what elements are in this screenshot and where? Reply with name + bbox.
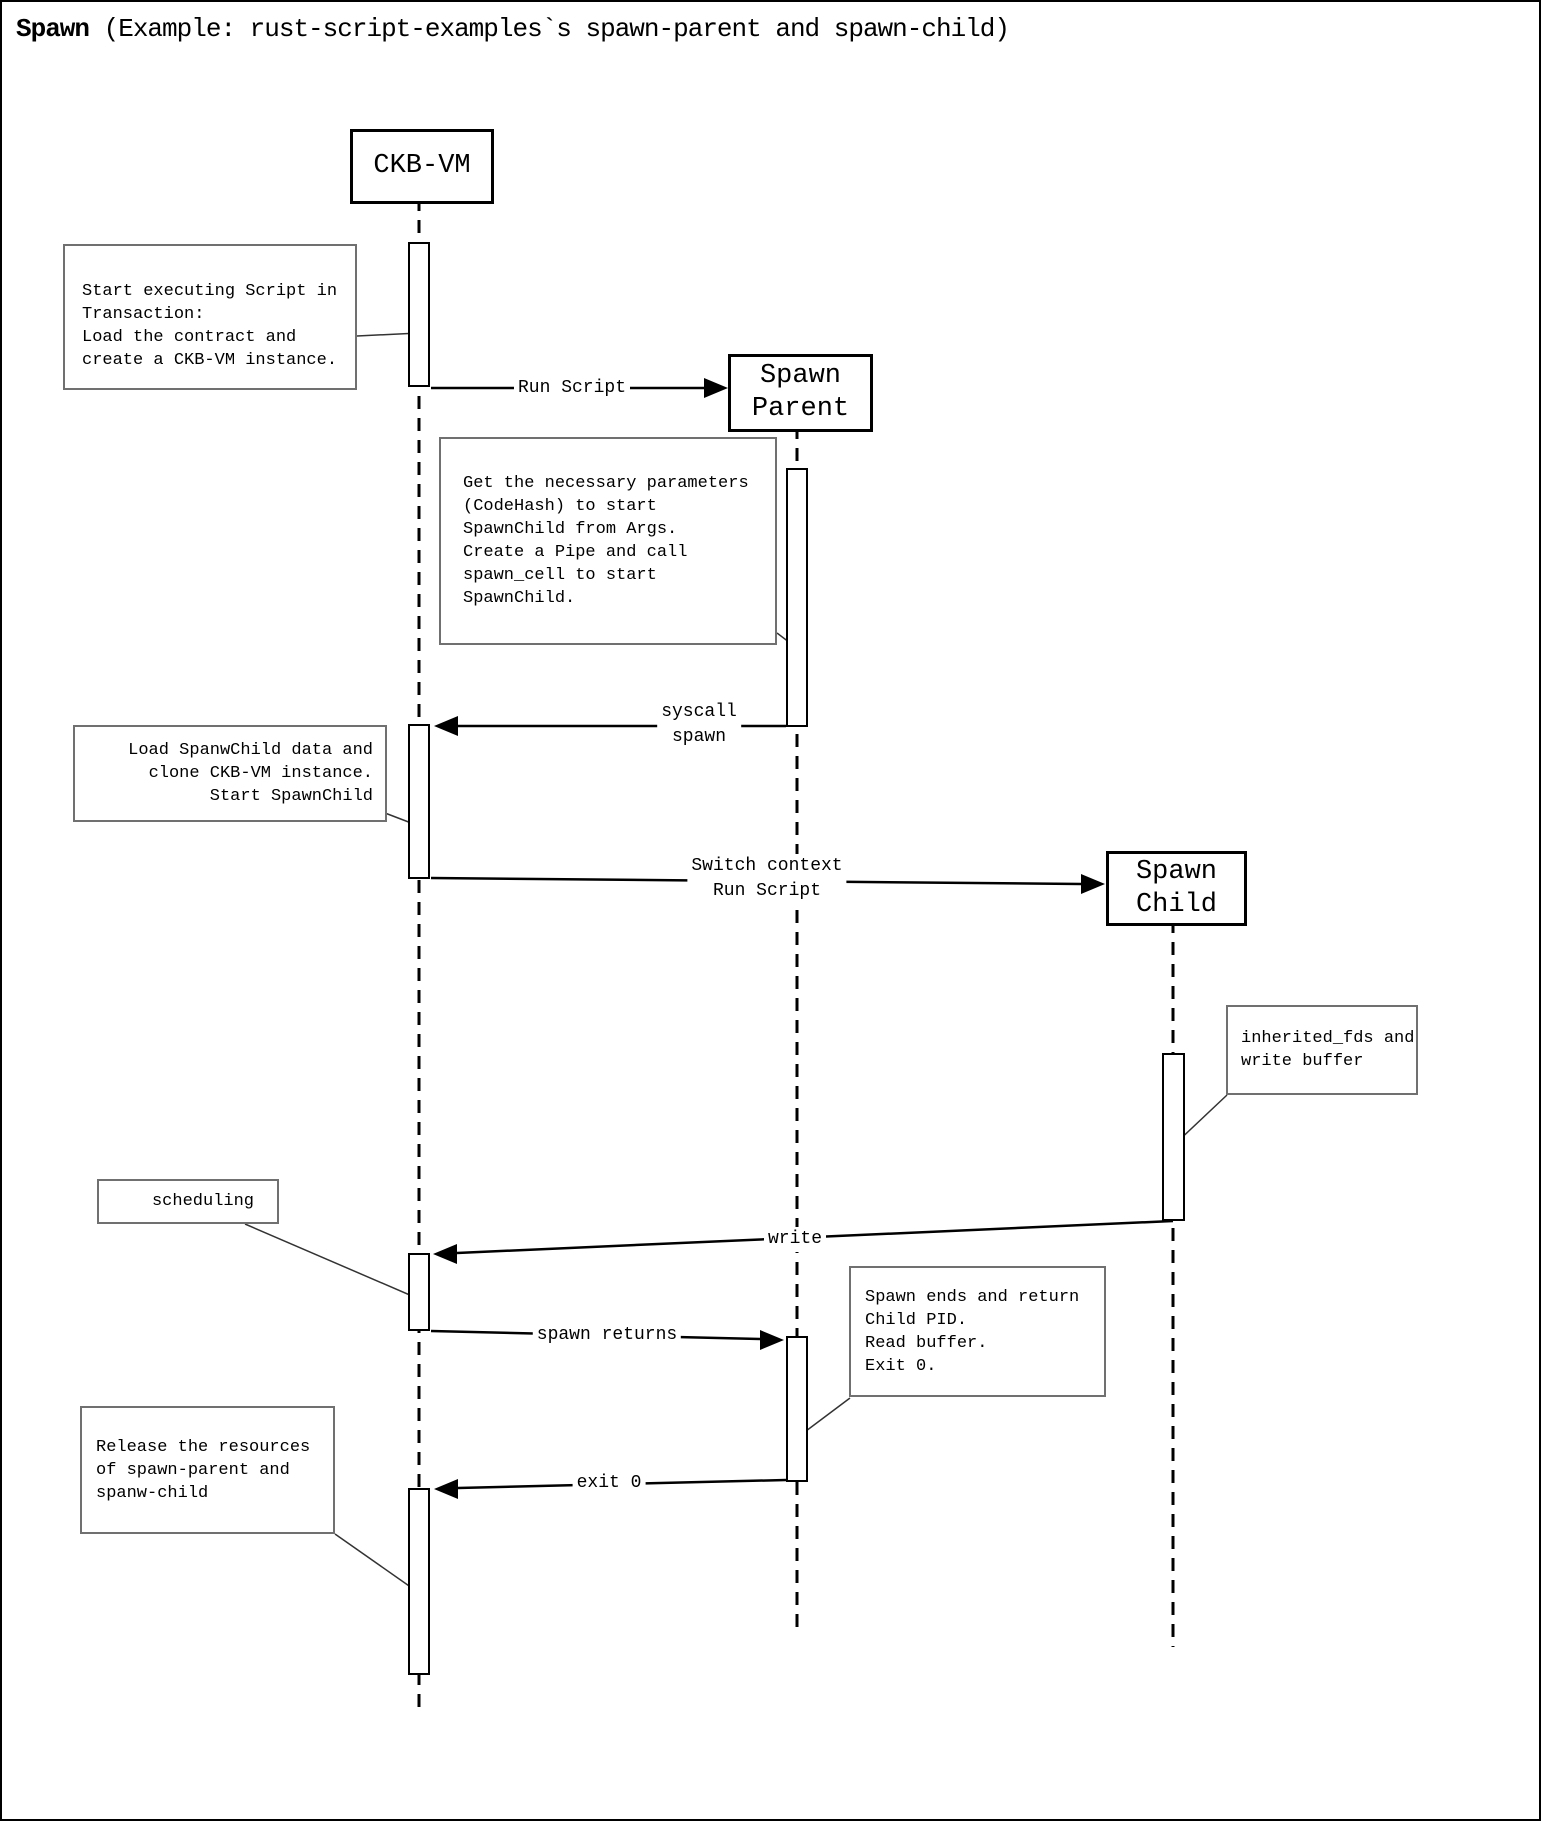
note-line: Start SpawnChild [209,787,373,806]
diagram-title-keyword: Spawn [16,14,90,44]
note-line: inherited_fds and [1241,1029,1415,1048]
note-line: Exit 0. [865,1356,937,1376]
message-label-text: spawn returns [536,1325,678,1345]
actor-spawn-parent-line1: Spawn [759,361,841,391]
message-label-spawn-returns [533,1323,681,1348]
note-get-parameters [439,437,777,645]
message-label-run-script [514,376,630,401]
connector-release-resources [335,1534,412,1588]
message-label-text: syscall [661,702,737,722]
note-line: SpawnChild. [463,589,576,608]
message-label-text: exit 0 [576,1473,642,1493]
note-line: Release the resources [96,1437,311,1457]
note-scheduling [97,1179,279,1224]
note-line: create a CKB-VM instance. [82,351,338,370]
actor-spawn-child [1106,851,1247,926]
message-label-text: spawn [671,727,726,747]
activation-ckb-vm-3 [408,1253,430,1331]
note-load-spawnchild [73,725,387,822]
message-label-text: Run Script [712,881,822,901]
connector-spawn-ends [806,1398,850,1431]
note-line: write buffer [1241,1052,1364,1071]
arrowhead-switch-context [1081,874,1105,894]
note-line: Load the contract and [82,328,297,347]
message-label-text: Run Script [517,378,627,398]
actor-spawn-parent-line2: Parent [751,394,850,424]
arrowhead-write [433,1244,457,1264]
activation-ckb-vm-1 [408,242,430,387]
note-line: Read buffer. [865,1333,988,1353]
actor-ckb-vm [350,129,494,204]
message-label-write [764,1227,826,1252]
note-line: SpawnChild from Args. [463,520,678,539]
note-line: clone CKB-VM instance. [148,764,373,783]
note-line: Load SpanwChild data and [128,741,373,760]
message-label-text: Switch context [691,856,843,876]
note-line: Create a Pipe and call [463,543,688,562]
arrowhead-exit-0 [434,1479,458,1499]
message-label-switch-context [687,854,846,904]
activation-ckb-vm-4 [408,1488,430,1675]
actor-ckb-vm-label: CKB-VM [373,151,471,181]
arrowhead-spawn-returns [760,1330,784,1350]
activation-ckb-vm-2 [408,724,430,879]
activation-spawn-parent-1 [786,468,808,727]
actor-spawn-child-line2: Child [1135,889,1217,920]
arrowhead-syscall-spawn [434,716,458,736]
note-line: spanw-child [96,1483,209,1503]
note-line: Spawn ends and return [865,1287,1080,1307]
note-line: of spawn-parent and [96,1460,290,1480]
actor-spawn-child-line1: Spawn [1135,856,1217,887]
activation-spawn-parent-2 [786,1336,808,1482]
diagram-title-rest: (Example: rust-script-examples`s spawn-parent and spawn-child) [89,14,1009,44]
actor-spawn-parent [728,354,873,432]
note-line: Start executing Script in [82,282,338,301]
message-label-text: write [767,1229,823,1249]
note-line: spawn_cell to start [463,566,657,585]
note-line: Transaction: [82,305,205,324]
note-line: Get the necessary parameters [463,474,749,493]
note-inherited-fds [1226,1005,1418,1095]
arrowhead-run-script [704,378,728,398]
note-line: (CodeHash) to start [463,497,657,516]
activation-spawn-child-1 [1162,1053,1185,1221]
note-spawn-ends [849,1266,1106,1397]
diagram-title [16,14,1009,44]
message-label-exit-0 [573,1471,646,1496]
note-release-resources [80,1406,335,1534]
connector-scheduling [245,1224,419,1299]
note-start-executing [63,244,357,390]
message-label-syscall-spawn [657,700,741,750]
note-line: scheduling [151,1192,255,1211]
note-line: Child PID. [865,1310,968,1330]
